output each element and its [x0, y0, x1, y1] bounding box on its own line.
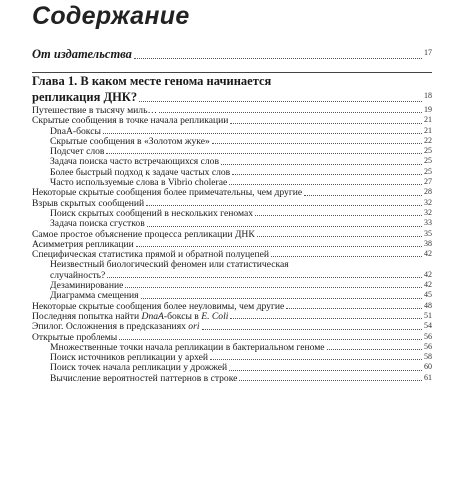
toc-entry-label-part: Эпилог. Осложнения в предсказаниях	[32, 322, 189, 333]
toc-entry[interactable]	[32, 116, 432, 126]
dot-leader	[106, 153, 422, 154]
toc-entry[interactable]	[32, 219, 432, 229]
toc-entry-label: Путешествие в тысячу миль…	[32, 106, 158, 116]
toc-entry[interactable]	[32, 302, 432, 312]
dot-leader	[304, 195, 422, 196]
toc-page-number: 25	[424, 166, 432, 176]
toc-page-number: 33	[424, 218, 432, 228]
toc-entry-label: Открытые проблемы	[32, 332, 118, 343]
chapter-title-line: репликация ДНК?	[32, 90, 138, 104]
toc-page-number: 35	[424, 228, 432, 238]
toc-entry-label: Множественные точки начала репликации в бактериальном геноме	[50, 342, 325, 353]
toc-page-number: 42	[424, 269, 432, 279]
toc-entry-label: Подсчет слов	[50, 147, 105, 158]
dot-leader	[212, 143, 422, 144]
dot-leader	[221, 164, 422, 165]
toc-entry-label: Поиск источников репликации у архей	[50, 353, 209, 364]
toc-entry[interactable]	[32, 157, 432, 167]
toc-entry-label: Некоторые скрытые сообщения более неуловимы, чем другие	[32, 301, 285, 312]
toc-entry[interactable]	[32, 281, 432, 291]
toc-entry[interactable]	[32, 322, 432, 332]
toc-entry-label-italic: DnaA	[141, 311, 164, 322]
toc-entry-label: Взрыв скрытых сообщений	[32, 198, 145, 209]
dot-leader	[286, 308, 422, 309]
toc-entry-label: Самое простое объяснение процесса репликации ДНК	[32, 229, 255, 240]
toc-page-number: 48	[424, 300, 432, 310]
page-title: Содержание	[32, 2, 190, 30]
toc-entry-label: Задача поиска часто встречающихся слов	[50, 157, 219, 168]
toc-entry-label-italic: ori	[188, 322, 200, 333]
toc-page-number: 60	[424, 362, 432, 372]
toc-page-number: 42	[424, 249, 432, 259]
dot-leader	[232, 174, 422, 175]
toc-page-number: 38	[424, 238, 432, 248]
dot-leader	[239, 380, 422, 381]
dot-leader	[210, 359, 422, 360]
toc-page-number: 25	[424, 146, 432, 156]
dot-leader	[125, 287, 422, 288]
toc-entry-label-italic: E. Coli	[201, 311, 229, 322]
dot-leader	[327, 349, 422, 350]
toc-entry-label: Скрытые сообщения в точке начала репликации	[32, 116, 229, 127]
toc-entry-label: Вычисление вероятностей паттернов в строке	[50, 373, 238, 384]
toc-entry[interactable]	[32, 147, 432, 157]
toc-entry-label: Некоторые скрытые сообщения более примечательны, чем другие	[32, 188, 303, 199]
toc-entry-label: Поиск точек начала репликации у дрожжей	[50, 363, 228, 374]
toc-entry[interactable]	[32, 168, 432, 178]
toc-page-number: 51	[424, 310, 432, 320]
toc-entry[interactable]	[32, 343, 432, 353]
toc-page-number: 32	[424, 197, 432, 207]
toc-entry[interactable]	[32, 209, 432, 219]
toc-page-number: 45	[424, 290, 432, 300]
dot-leader	[103, 133, 422, 134]
toc-entry-label: Специфическая статистика прямой и обратной полуцепей	[32, 250, 269, 261]
dot-leader	[136, 246, 422, 247]
dot-leader	[134, 58, 422, 59]
toc-entry-label: DnaA-боксы	[50, 126, 101, 137]
toc-entry-label: Задача поиска сгустков	[50, 219, 145, 230]
dot-leader	[257, 236, 422, 237]
toc-page-number: 21	[424, 115, 432, 125]
toc-entry-list	[32, 106, 432, 384]
toc-page-number: 32	[424, 207, 432, 217]
toc-entry-label-part: Последняя попытка найти	[32, 311, 142, 322]
toc-entry-label: Более быстрый подход к задаче частых слов	[50, 167, 231, 178]
dot-leader	[230, 318, 422, 319]
toc-entry[interactable]	[32, 199, 432, 209]
toc-entry-label: Часто используемые слова в Vibrio cholerae	[50, 178, 228, 189]
toc-entry-label: Поиск скрытых сообщений в нескольких геномах	[50, 208, 254, 219]
toc-entry[interactable]	[32, 353, 432, 363]
toc-entry-label: случайность?	[50, 270, 106, 281]
toc-entry[interactable]	[32, 271, 432, 281]
chapter-divider	[32, 72, 432, 73]
toc-page-number: 56	[424, 341, 432, 351]
toc-page-number: 42	[424, 280, 432, 290]
toc-entry[interactable]	[32, 363, 432, 373]
toc-page-number: 58	[424, 352, 432, 362]
dot-leader	[141, 298, 422, 299]
toc-entry[interactable]	[32, 250, 432, 260]
toc-page-number: 25	[424, 156, 432, 166]
toc-entry-label: Скрытые сообщения в «Золотом жуке»	[50, 136, 210, 147]
dot-leader	[139, 101, 422, 102]
toc-entry[interactable]	[32, 333, 432, 343]
table-of-contents	[32, 46, 432, 384]
toc-page-number: 21	[424, 125, 432, 135]
toc-page-number: 27	[424, 177, 432, 187]
toc-entry-label: Дезаминирование	[50, 281, 124, 292]
toc-entry[interactable]	[32, 106, 432, 116]
toc-page-number: 61	[424, 372, 432, 382]
toc-entry-label	[32, 322, 200, 332]
dot-leader	[147, 226, 422, 227]
dot-leader	[107, 277, 422, 278]
toc-entry[interactable]	[32, 291, 432, 301]
toc-entry-publisher[interactable]	[32, 46, 432, 62]
toc-entry-label: Асимметрия репликации	[32, 239, 134, 250]
dot-leader	[159, 112, 422, 113]
toc-page-number: 28	[424, 187, 432, 197]
toc-entry[interactable]	[32, 127, 432, 137]
toc-entry[interactable]	[32, 188, 432, 198]
dot-leader	[271, 256, 422, 257]
dot-leader	[146, 205, 422, 206]
toc-entry[interactable]	[32, 312, 432, 322]
dot-leader	[229, 184, 422, 185]
toc-page-number: 18	[424, 91, 432, 100]
dot-leader	[230, 123, 422, 124]
toc-entry-label: Диаграмма смещения	[50, 291, 139, 302]
toc-page-number: 17	[424, 48, 432, 57]
toc-entry[interactable]	[32, 137, 432, 147]
toc-entry-label: От издательства	[32, 47, 132, 61]
toc-entry-label	[32, 312, 228, 322]
toc-entry-label-part: -боксы в	[163, 311, 202, 322]
chapter-title-line[interactable]: Глава 1. В каком месте генома начинается	[32, 74, 272, 88]
dot-leader	[202, 329, 423, 330]
toc-entry[interactable]	[32, 240, 432, 250]
toc-entry-chapter[interactable]	[32, 89, 432, 105]
toc-page-number: 54	[424, 321, 432, 331]
toc-page-number: 22	[424, 135, 432, 145]
toc-page-number: 56	[424, 331, 432, 341]
toc-entry[interactable]	[32, 230, 432, 240]
dot-leader	[229, 370, 422, 371]
toc-entry-label[interactable]: Неизвестный биологический феномен или статистическая	[50, 259, 289, 271]
dot-leader	[255, 215, 422, 216]
toc-page-number: 19	[424, 105, 432, 114]
dot-leader	[119, 339, 422, 340]
toc-entry[interactable]	[32, 374, 432, 384]
toc-entry[interactable]	[32, 178, 432, 188]
